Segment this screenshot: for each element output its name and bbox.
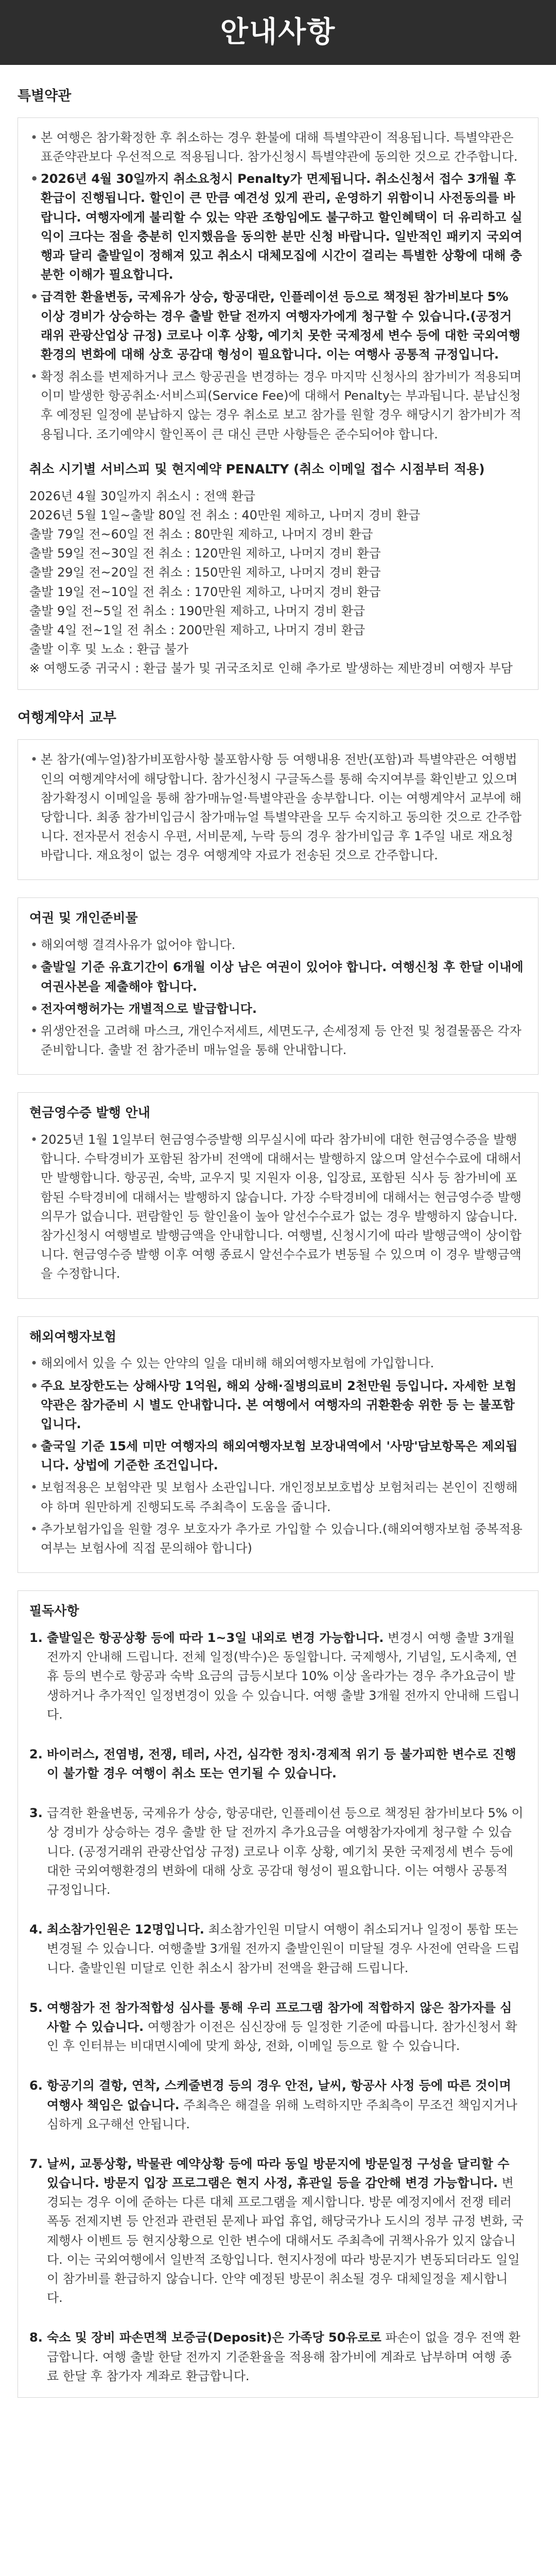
page-title: 안내사항 xyxy=(220,15,336,49)
receipt-section xyxy=(18,1092,538,1298)
penalty-title: 취소 시기별 서비스피 및 현지예약 PENALTY (취소 이메일 접수 시점부터 적용) xyxy=(29,461,485,477)
notice-bold-text: 숙소 및 장비 파손면책 보증금(Deposit)은 가족당 50유로로 xyxy=(47,2330,381,2345)
list-item: • 2025년 1월 1일부터 현금영수증발행 의무실시에 따라 참가비에 대한 현금영수증을 발행합니다. 수탁경비가 포함된 참가비 전액에 대해서는 발행하지 않으며 알선수수료에 대해서만 발행합니다. 항공권, 숙박, 교우지 및 지원자 이용, 입장료, 포함된 식사 등 참가비에 포함된 수탁경비에 대해서는 발행하지 않습니다. 가장 수탁경비에 대해서는 현금영수증 발행 의무가 없습니다. 편람할인 등 할인율이 높아 알선수수료가 없는 경우 발행하지 않습니다. 참가신청시 여행별로 발행금액을 안내합니다. 여행별, 신청시기에 따라 발행금액이 상이합니다. 현금영수증 발행 이후 여행 종료시 알선수수료가 변동될 수 있으며 이 경우 발행금액을 수정합니다. xyxy=(29,1130,524,1284)
notice-section xyxy=(18,1590,538,2398)
notice-bold-text: 항공기의 결항, 연착, 스케줄변경 등의 경우 안전, 날씨, 항공사 사정 등에 따른 것이며 여행사 책임은 없습니다. xyxy=(47,2078,511,2112)
notice-text xyxy=(47,2155,524,2308)
passport-section xyxy=(18,897,538,1075)
notice-regular-text: 파손이 없을 경우 전액 환급합니다. 여행 출발 한달 전까지 기준환율을 적용해 참가비에 계좌로 납부하며 여행 종료 한달 후 참가자 계좌로 환급합니다. xyxy=(47,2330,520,2383)
penalty-line: 출발 59일 전~30일 전 취소 : 120만원 제하고, 나머지 경비 환급 xyxy=(29,546,381,561)
notice-number: 8. xyxy=(29,2330,43,2345)
penalty-line: 출발 79일 전~60일 전 취소 : 80만원 제하고, 나머지 경비 환급 xyxy=(29,527,373,541)
receipt-list xyxy=(29,1130,524,1284)
list-item: • 보험적용은 보험약관 및 보험사 소관입니다. 개인정보보호법상 보험처리는 본인이 진행해야 하며 원만하게 진행되도록 주최측이 도움을 줍니다. xyxy=(29,1478,524,1516)
notice-box xyxy=(18,1590,538,2398)
insurance-title: 해외여행자보험 xyxy=(29,1329,117,1344)
penalty-line: 출발 4일 전~1일 전 취소 : 200만원 제하고, 나머지 경비 환급 xyxy=(29,622,366,637)
notice-text xyxy=(47,1629,524,1724)
penalty-line: 출발 9일 전~5일 전 취소 : 190만원 제하고, 나머지 경비 환급 xyxy=(29,603,366,618)
notice-text xyxy=(47,1920,524,1978)
notice-item xyxy=(29,2155,524,2308)
insurance-box xyxy=(18,1316,538,1573)
notice-bold-text: 여행참가 전 참가적합성 심사를 통해 우리 프로그램 참가에 적합하지 않은 참가자를 심사할 수 있습니다. xyxy=(47,2000,512,2034)
special-terms-list xyxy=(29,128,524,444)
list-item: • 본 여행은 참가확정한 후 취소하는 경우 환불에 대해 특별약관이 적용됩니다. 특별약관은 표준약관보다 우선적으로 적용됩니다. 참가신청시 특별약관에 동의한 것으로 간주합니다. xyxy=(29,128,524,166)
notice-list xyxy=(29,1629,524,2386)
list-item: • 해외에서 있을 수 있는 안약의 일을 대비해 해외여행자보험에 가입합니다. xyxy=(29,1354,524,1373)
notice-number: 7. xyxy=(29,2156,43,2171)
notice-item xyxy=(29,1804,524,1900)
notice-text xyxy=(47,2328,524,2386)
notice-number: 1. xyxy=(29,1630,43,1645)
list-item: • 본 참가(예누얼)참가비포함사항 불포함사항 등 여행내용 전반(포함)과 특별약관은 여행법인의 여행계약서에 해당합니다. 참가신청시 구글독스를 통해 숙지여부를 확인받고 있으며 참가확정시 이메일을 통해 참가매뉴얼·특별약관을 송부합니다. 이는 여행계약서 교부에 해당합니다. 최종 참가비입금시 참가매뉴얼 특별약관을 모두 숙지하고 동의한 것으로 간주합니다. 전자문서 전송시 우편, 서비문제, 누락 등의 경우 참가비입금 후 1주일 내로 재요청 바랍니다. 재요청이 없는 경우 여행계약 자료가 전송된 것으로 간주합니다. xyxy=(29,750,524,865)
notice-regular-text: 주최측은 해결을 위해 노력하지만 주최측이 무조건 책임지거나 심하게 요구해선 안됩니다. xyxy=(47,2097,517,2131)
contract-box xyxy=(18,739,538,880)
special-terms-box xyxy=(18,117,538,690)
list-item: • 확정 취소를 변제하거나 코스 항공권을 변경하는 경우 마지막 신청사의 참가비가 적용되며 이미 발생한 항공취소·서비스피(Service Fee)에 대해서 Penalty는 부과됩니다. 분납신청 후 예정된 일정에 분납하지 않는 경우 취소로 보고 참가를 원할 경우 해당시기 참가비가 적용됩니다. 조기예약시 할인폭이 큰 대신 큰만 사항들은 준수되어야 합니다. xyxy=(29,367,524,444)
list-item: • 해외여행 결격사유가 없어야 합니다. xyxy=(29,936,524,955)
passport-list xyxy=(29,936,524,1060)
list-item: • 2026년 4월 30일까지 취소요청시 Penalty가 면제됩니다. 취소신청서 접수 3개월 후 환급이 진행됩니다. 할인이 큰 만큼 예견성 있게 관리, 운영하기 위함이니 사전동의를 바랍니다. 여행자에게 불리할 수 있는 약관 조항임에도 불구하고 할인혜택이 더 유리하고 실익이 크다는 점을 충분히 인지했음을 동의한 분만 신청 바랍니다. 일반적인 패키지 국외여행과 달리 출발일이 정해져 있고 취소시 대체모집에 시간이 걸리는 특별한 상황에 대해 충분한 이해가 필요합니다. xyxy=(29,170,524,284)
notice-number: 2. xyxy=(29,1747,43,1761)
notice-number: 4. xyxy=(29,1922,43,1937)
notice-bold-text: 최소참가인원은 12명입니다. xyxy=(47,1922,204,1937)
notice-bold-text: 출발일은 항공상황 등에 따라 1~3일 내외로 변경 가능합니다. xyxy=(47,1630,384,1645)
notice-title: 필독사항 xyxy=(29,1603,79,1619)
notice-text xyxy=(47,1804,524,1900)
notice-regular-text: 급격한 환율변동, 국제유가 상승, 항공대란, 인플레이션 등으로 책정된 참가비보다 5% 이상 경비가 상승하는 경우 출발 한 달 전까지 추가요금을 여행참가자에게 청구할 수 있습니다. (공정거래위 관광산업상 규정) 코로나 이후 상황, 예기치 못한 국제정세 변수 등에 대한 국외여행환경의 변화에 대해 상호 공감대 형성이 필요합니다. 이는 여행사 공통적 규정입니다. xyxy=(47,1806,524,1897)
notice-number: 6. xyxy=(29,2078,43,2093)
passport-title: 여권 및 개인준비물 xyxy=(29,910,138,926)
penalty-line: ※ 여행도중 귀국시 : 환급 불가 및 귀국조치로 인해 추가로 발생하는 제반경비 여행자 부담 xyxy=(29,661,513,676)
notice-item xyxy=(29,2076,524,2134)
list-item: • 출국일 기준 15세 미만 여행자의 해외여행자보험 보장내역에서 '사망'담보항목은 제외됩니다. 상법에 기준한 조건입니다. xyxy=(29,1437,524,1475)
notice-text xyxy=(47,1745,524,1783)
penalty-line: 출발 19일 전~10일 전 취소 : 170만원 제하고, 나머지 경비 환급 xyxy=(29,584,381,599)
receipt-box xyxy=(18,1092,538,1298)
insurance-section xyxy=(18,1316,538,1573)
notice-item xyxy=(29,1745,524,1783)
penalty-line: 출발 이후 및 노쇼 : 환급 불가 xyxy=(29,642,188,657)
penalty-list xyxy=(29,487,524,679)
notice-text xyxy=(47,2076,524,2134)
notice-regular-text: 최소참가인원 미달시 여행이 취소되거나 일정이 통합 또는 변경될 수 있습니다. 여행출발 3개월 전까지 출발인원이 미달될 경우 사전에 연락을 드립니다. 출발인원 미달로 인한 취소시 참가비 전액을 환급해 드립니다. xyxy=(47,1922,520,1975)
contract-list xyxy=(29,750,524,865)
list-item: • 전자여행허가는 개별적으로 발급합니다. xyxy=(29,999,524,1019)
content xyxy=(0,65,556,2398)
notice-bold-text: 날씨, 교통상황, 박물관 예약상황 등에 따라 동일 방문지에 방문일정 구성을 달리할 수 있습니다. 방문지 입장 프로그램은 현지 사정, 휴관일 등을 감안해 변경 가능합니다. xyxy=(47,2156,510,2191)
list-item: • 추가보험가입을 원할 경우 보호자가 추가로 가입할 수 있습니다.(해외여행자보험 중복적용 여부는 보험사에 직접 문의해야 합니다) xyxy=(29,1520,524,1558)
contract-section xyxy=(18,707,538,880)
page-header xyxy=(0,0,556,65)
contract-title: 여행계약서 교부 xyxy=(18,710,116,726)
notice-regular-text: 여행참가 이전은 심신장애 등 일정한 기준에 따릅니다. 참가신청서 확인 후 인터뷰는 비대면시예에 맞게 화상, 전화, 이메일 등으로 할 수 있습니다. xyxy=(47,2019,517,2054)
notice-regular-text: 변경시 여행 출발 3개월 전까지 안내해 드립니다. 전체 일정(박수)은 동일합니다. 국제행사, 기념일, 도시축제, 연휴 등의 변수로 항공과 숙박 요금의 급등시보다 10% 이상 올라가는 경우 추가요금이 발생하거나 추가적인 일정변경이 있을 수 있습니다. 여행 출발 3개월 전까지 안내해 드립니다. xyxy=(47,1630,520,1722)
special-terms-section xyxy=(18,86,538,690)
list-item: • 위생안전을 고려해 마스크, 개인수저세트, 세면도구, 손세정제 등 안전 및 청결물품은 각자 준비합니다. 출발 전 참가준비 매뉴얼을 통해 안내합니다. xyxy=(29,1022,524,1060)
penalty-line: 2026년 5월 1일~출발 80일 전 취소 : 40만원 제하고, 나머지 경비 환급 xyxy=(29,507,421,522)
list-item: • 급격한 환율변동, 국제유가 상승, 항공대란, 인플레이션 등으로 책정된 참가비보다 5% 이상 경비가 상승하는 경우 출발 한달 전까지 여행자가에게 청구할 수 있습니다.(공정거래위 관광산업상 규정) 코로나 이후 상황, 예기치 못한 국제정세 변수 등에 대한 국외여행환경의 변화에 대해 상호 공감대 형성이 필요합니다. 이는 여행사 공통적 규정입니다. xyxy=(29,287,524,364)
passport-box xyxy=(18,897,538,1075)
insurance-list xyxy=(29,1354,524,1558)
notice-number: 3. xyxy=(29,1806,43,1821)
list-item: • 출발일 기준 유효기간이 6개월 이상 남은 여권이 있어야 합니다. 여행신청 후 한달 이내에 여권사본을 제출해야 합니다. xyxy=(29,958,524,996)
notice-bold-text: 바이러스, 전염병, 전쟁, 테러, 사건, 심각한 정치·경제적 위기 등 불가피한 변수로 진행이 불가할 경우 여행이 취소 또는 연기될 수 있습니다. xyxy=(47,1747,516,1781)
notice-regular-text: 변경되는 경우 이에 준하는 다른 대체 프로그램을 제시합니다. 방문 예정지에서 전쟁 테러 폭동 전제지변 등 안전과 관련된 문제나 파업 휴업, 해당국가나 도시의 정부 규정 변화, 국제행사 이벤트 등 현지상황으로 인한 변수에 대해서도 주최측에 귀책사유가 있지 않습니다. 이는 국외여행에서 일반적 조항입니다. 현지사정에 따라 방문지가 변동되더라도 일일이 참가비를 환급하지 않습니다. 안약 예정된 방문이 취소될 경우 대체일정을 제시합니다. xyxy=(47,2176,524,2306)
notice-text xyxy=(47,1998,524,2056)
penalty-line: 출발 29일 전~20일 전 취소 : 150만원 제하고, 나머지 경비 환급 xyxy=(29,565,381,580)
special-terms-title: 특별약관 xyxy=(18,88,72,104)
notice-item xyxy=(29,2328,524,2386)
list-item: • 주요 보장한도는 상해사망 1억원, 해외 상해·질병의료비 2천만원 등입니다. 자세한 보험약관은 참가준비 시 별도 안내합니다. 본 여행에서 여행자의 귀환환송 위한 등 는 불포함입니다. xyxy=(29,1377,524,1434)
notice-item xyxy=(29,1920,524,1978)
receipt-title: 현금영수증 발행 안내 xyxy=(29,1105,150,1121)
notice-number: 5. xyxy=(29,2000,43,2015)
notice-item xyxy=(29,1629,524,1724)
notice-item xyxy=(29,1998,524,2056)
penalty-line: 2026년 4월 30일까지 취소시 : 전액 환급 xyxy=(29,488,255,503)
